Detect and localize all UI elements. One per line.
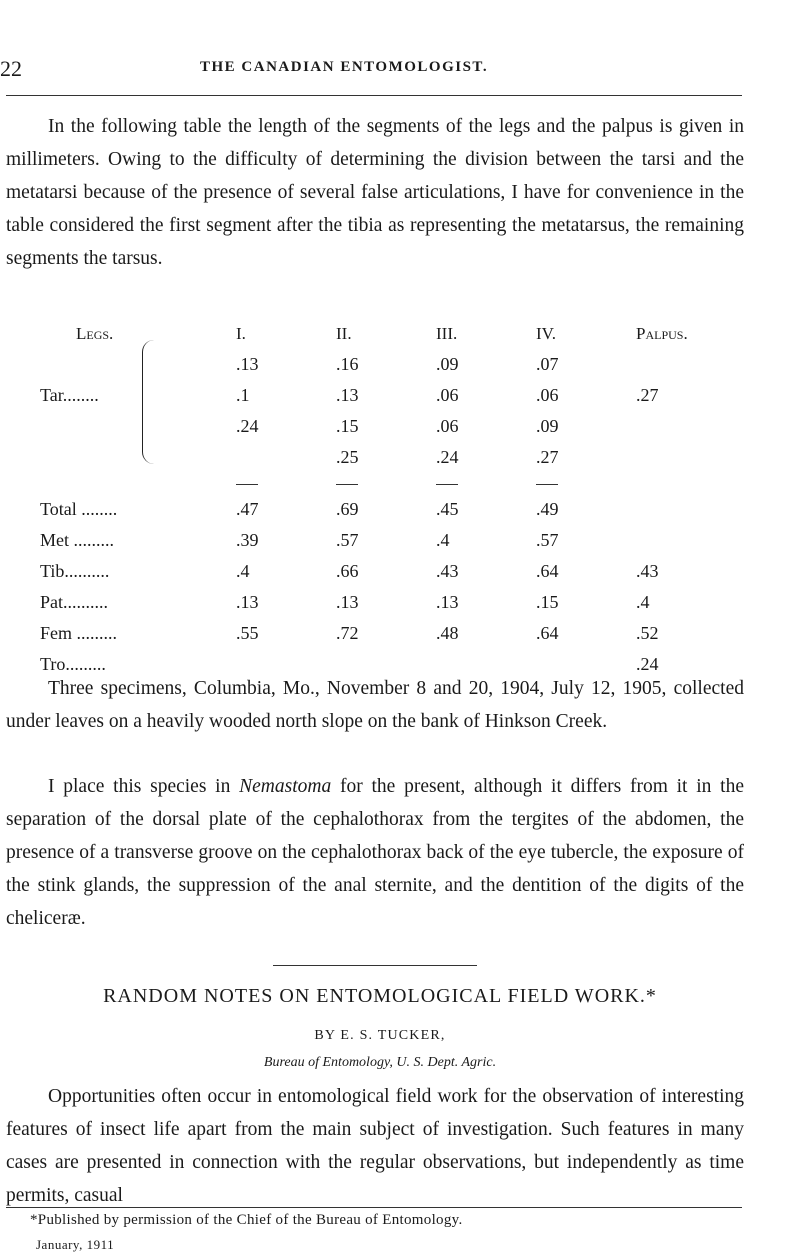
table-cell: .69 bbox=[336, 499, 359, 519]
table-row bbox=[40, 587, 746, 618]
row-label: Tro......... bbox=[40, 654, 106, 674]
table-cell: .15 bbox=[336, 416, 359, 436]
table-cell bbox=[636, 349, 746, 380]
genus-name: Nemastoma bbox=[239, 776, 332, 797]
table-cell: .64 bbox=[536, 623, 559, 643]
table-cell: .57 bbox=[536, 530, 559, 550]
sum-rule bbox=[336, 473, 436, 494]
table-cell: .06 bbox=[436, 416, 459, 436]
page-header bbox=[0, 56, 760, 86]
page-number: 22 bbox=[0, 56, 22, 81]
text-span: I place this species in bbox=[48, 776, 240, 797]
paragraph-table-intro: In the following table the length of the segments of the legs and the palpus is given in millimeters. Owing to the difficulty of determining the division between the tarsi and the metatarsi because of the presence of several false articulations, I have for convenience in the table considered the first segment after the tibia as representing the metatarsus, the remaining segments the tarsus. bbox=[6, 116, 744, 269]
row-label: Pat.......... bbox=[40, 592, 109, 612]
row-label: Met ......... bbox=[40, 530, 114, 550]
tar-label: Tar........ bbox=[40, 385, 99, 405]
table-cell bbox=[636, 442, 746, 473]
table-cell bbox=[636, 525, 746, 556]
table-cell: .16 bbox=[336, 354, 359, 374]
table-cell: .72 bbox=[336, 623, 359, 643]
table-cell: .13 bbox=[336, 385, 359, 405]
table-cell: .27 bbox=[636, 385, 659, 405]
table-cell bbox=[40, 473, 236, 494]
leg-segment-table bbox=[40, 318, 746, 680]
table-cell bbox=[236, 442, 336, 473]
table-cell: .48 bbox=[436, 623, 459, 643]
table-header-cell: Palpus. bbox=[636, 323, 688, 343]
table-cell: .25 bbox=[336, 447, 359, 467]
table-cell: .66 bbox=[336, 561, 359, 581]
table-row bbox=[40, 494, 746, 525]
table-row bbox=[40, 349, 746, 380]
table-cell: .4 bbox=[636, 592, 650, 612]
table-row bbox=[40, 380, 746, 411]
table-row bbox=[40, 411, 746, 442]
table-row bbox=[40, 442, 746, 473]
table-header-cell: Legs. bbox=[76, 323, 114, 343]
table-cell: .07 bbox=[536, 354, 559, 374]
table-row bbox=[40, 525, 746, 556]
table-cell: .47 bbox=[236, 499, 259, 519]
running-title: THE CANADIAN ENTOMOLOGIST. bbox=[200, 59, 489, 75]
sum-rule bbox=[536, 473, 636, 494]
table-cell: .09 bbox=[436, 354, 459, 374]
footnote: *Published by permission of the Chief of the Bureau of Entomology. bbox=[30, 1212, 463, 1228]
table-cell: .06 bbox=[536, 385, 559, 405]
table-cell: .64 bbox=[536, 561, 559, 581]
table-row bbox=[40, 618, 746, 649]
paragraph-genus-placement bbox=[6, 770, 744, 935]
table-cell: .39 bbox=[236, 530, 259, 550]
table-cell: .13 bbox=[236, 592, 259, 612]
section-separator bbox=[273, 965, 477, 966]
text-span: for the present, although it differs from it in the separation of the dorsal plate of the cephalothorax from the tergites of the abdomen, the presence of a transverse groove on the cephalothorax back of the eye tubercle, the exposure of the stink glands, the suppression of the anal sternite, and the dentition of the digits of the cheliceræ. bbox=[6, 776, 744, 929]
table-cell: .24 bbox=[436, 447, 459, 467]
table-header-row bbox=[40, 318, 746, 349]
table-cell: .13 bbox=[336, 592, 359, 612]
table-cell: .06 bbox=[436, 385, 459, 405]
sum-rule bbox=[236, 473, 336, 494]
sum-rule bbox=[436, 473, 536, 494]
row-label: Total ........ bbox=[40, 499, 118, 519]
row-label: Tib.......... bbox=[40, 561, 110, 581]
table-header-cell: II. bbox=[336, 323, 352, 343]
article-title: RANDOM NOTES ON ENTOMOLOGICAL FIELD WORK.* bbox=[103, 985, 657, 1007]
table-cell bbox=[40, 349, 236, 380]
table-cell bbox=[40, 411, 236, 442]
sum-rule-row bbox=[40, 473, 746, 494]
table-cell bbox=[636, 473, 746, 494]
table-cell: .13 bbox=[236, 354, 259, 374]
table-cell: .4 bbox=[436, 530, 450, 550]
table-cell: .49 bbox=[536, 499, 559, 519]
table-cell bbox=[636, 411, 746, 442]
table-cell: .15 bbox=[536, 592, 559, 612]
table-cell: .4 bbox=[236, 561, 250, 581]
article-affiliation: Bureau of Entomology, U. S. Dept. Agric. bbox=[263, 1055, 497, 1070]
table-cell: .43 bbox=[436, 561, 459, 581]
table-cell: .43 bbox=[636, 561, 659, 581]
table-row bbox=[40, 556, 746, 587]
table-cell bbox=[636, 494, 746, 525]
article-byline: BY E. S. TUCKER, bbox=[314, 1028, 446, 1043]
table-cell bbox=[40, 442, 236, 473]
table-cell: .57 bbox=[336, 530, 359, 550]
table-header-cell: IV. bbox=[536, 323, 556, 343]
issue-date: January, 1911 bbox=[36, 1237, 115, 1252]
table-cell: .09 bbox=[536, 416, 559, 436]
table-cell: .24 bbox=[636, 654, 659, 674]
table-cell: .52 bbox=[636, 623, 659, 643]
row-label: Fem ......... bbox=[40, 623, 118, 643]
table-cell: .55 bbox=[236, 623, 259, 643]
table-cell: .27 bbox=[536, 447, 559, 467]
table-cell: .24 bbox=[236, 416, 259, 436]
paragraph-article-body: Opportunities often occur in entomological field work for the observation of interesting features of insect life apart from the main subject of investigation. Such features in many cases are presented in connection with the regular observations, but independently as time permits, casual bbox=[6, 1086, 744, 1206]
paragraph-specimens: Three specimens, Columbia, Mo., November 8 and 20, 1904, July 12, 1905, collected under leaves on a heavily wooded north slope on the bank of Hinkson Creek. bbox=[6, 678, 744, 732]
footnote-rule bbox=[6, 1207, 742, 1208]
table-cell: .1 bbox=[236, 385, 250, 405]
table-header-cell: I. bbox=[236, 323, 246, 343]
table-cell: .45 bbox=[436, 499, 459, 519]
header-rule bbox=[6, 95, 742, 96]
table-header-cell: III. bbox=[436, 323, 458, 343]
table-cell: .13 bbox=[436, 592, 459, 612]
